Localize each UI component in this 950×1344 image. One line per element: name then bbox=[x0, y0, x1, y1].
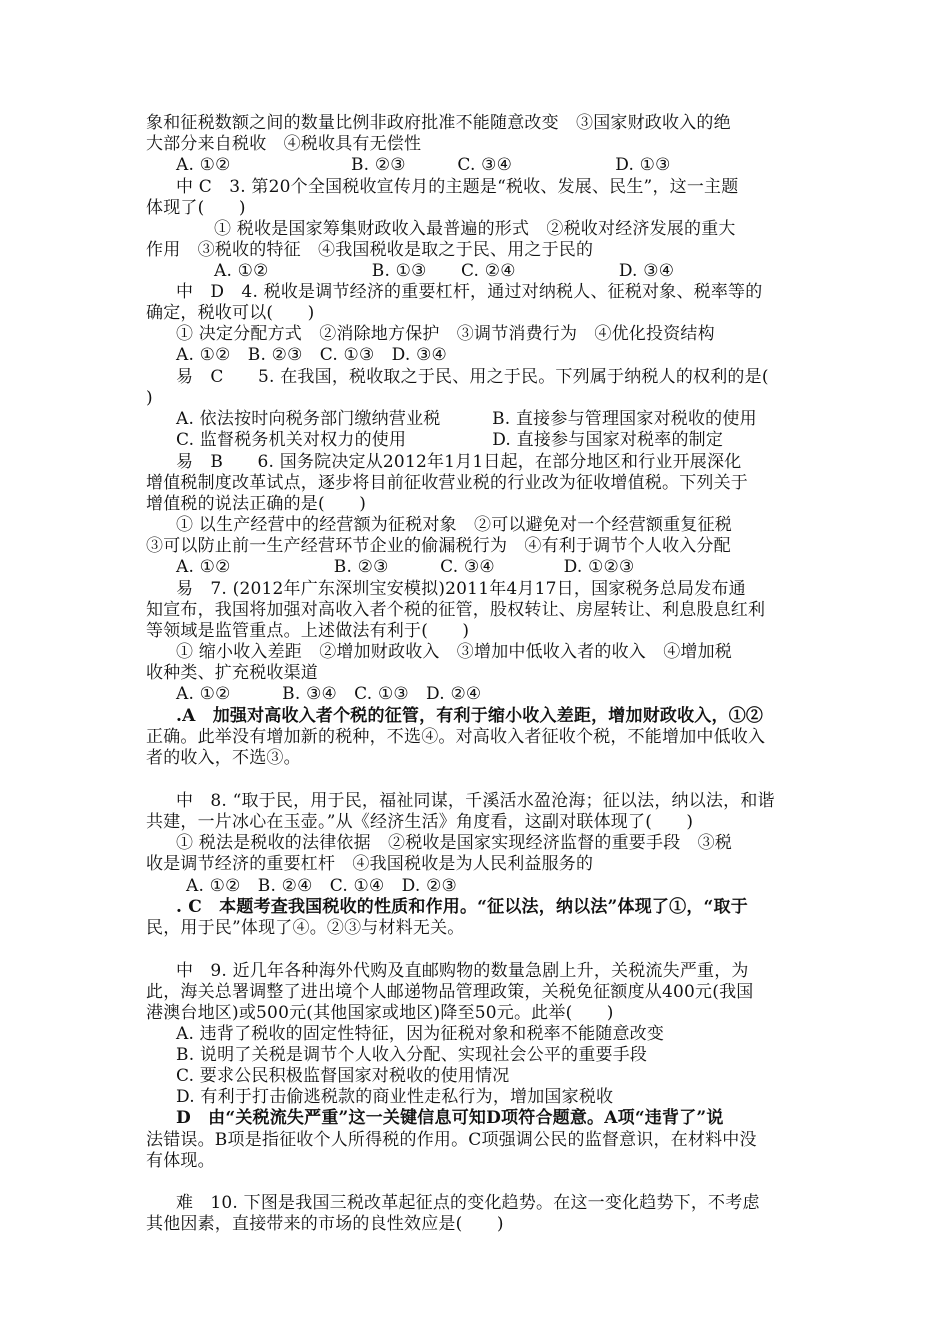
text-line: D. 有利于打击偷逃税款的商业性走私行为，增加国家税收 bbox=[176, 1087, 614, 1107]
text-line: . C 本题考查我国税收的性质和作用。“征以法，纳以法”体现了①，“取于 bbox=[176, 897, 748, 917]
text-line: 收是调节经济的重要杠杆 ④我国税收是为人民利益服务的 bbox=[146, 854, 594, 874]
text-line: 民，用于民”体现了④。②③与材料无关。 bbox=[146, 918, 465, 938]
text-line: 易 B 6. 国务院决定从2012年1月1日起，在部分地区和行业开展深化 bbox=[176, 452, 742, 472]
text-line: 共建，一片冰心在玉壶。”从《经济生活》角度看，这副对联体现了( ) bbox=[146, 812, 694, 832]
text-line: 体现了( ) bbox=[146, 198, 246, 218]
text-line: 大部分来自税收 ④税收具有无偿性 bbox=[146, 134, 422, 154]
text-line: A. ①② B. ②③ C. ①③ D. ③④ bbox=[176, 345, 447, 365]
text-line: ① 决定分配方式 ②消除地方保护 ③调节消费行为 ④优化投资结构 bbox=[176, 324, 715, 344]
text-line: ) bbox=[146, 388, 153, 408]
text-line: ① 税法是税收的法律依据 ②税收是国家实现经济监督的重要手段 ③税 bbox=[176, 833, 733, 853]
text-line: 中 8. “取于民，用于民，福祉同谋，千溪活水盈沧海；征以法，纳以法，和谐 bbox=[176, 791, 775, 811]
text-line: B. 说明了关税是调节个人收入分配、实现社会公平的重要手段 bbox=[176, 1045, 648, 1065]
text-line: A. 依法按时向税务部门缴纳营业税 B. 直接参与管理国家对税收的使用 bbox=[176, 409, 757, 429]
text-line: 增值税制度改革试点，逐步将目前征收营业税的行业改为征收增值税。下列关于 bbox=[146, 473, 748, 493]
text-line: ③可以防止前一生产经营环节企业的偷漏税行为 ④有利于调节个人收入分配 bbox=[146, 536, 731, 556]
text-line: 中 C 3. 第20个全国税收宣传月的主题是“税收、发展、民生”，这一主题 bbox=[176, 177, 739, 197]
text-line: 知宣布，我国将加强对高收入者个税的征管，股权转让、房屋转让、利息股息红利 bbox=[146, 600, 766, 620]
text-line: C. 监督税务机关对权力的使用 D. 直接参与国家对税率的制定 bbox=[176, 430, 724, 450]
text-line: C. 要求公民积极监督国家对税收的使用情况 bbox=[176, 1066, 510, 1086]
text-line: ① 税收是国家筹集财政收入最普遍的形式 ②税收对经济发展的重大 bbox=[214, 219, 736, 239]
text-line: 确定，税收可以( ) bbox=[146, 303, 315, 323]
text-line: 此，海关总署调整了进出境个人邮递物品管理政策，关税免征额度从400元(我国 bbox=[146, 982, 754, 1002]
text-line: 象和征税数额之间的数量比例非政府批准不能随意改变 ③国家财政收入的绝 bbox=[146, 113, 731, 133]
text-line: 等领域是监管重点。上述做法有利于( ) bbox=[146, 621, 470, 641]
text-line: 收种类、扩充税收渠道 bbox=[146, 663, 318, 683]
text-line: ① 以生产经营中的经营额为征税对象 ②可以避免对一个经营额重复征税 bbox=[176, 515, 733, 535]
text-line: 增值税的说法正确的是( ) bbox=[146, 494, 367, 514]
text-line: 难 10. 下图是我国三税改革起征点的变化趋势。在这一变化趋势下，不考虑 bbox=[176, 1193, 760, 1213]
text-line: .A 加强对高收入者个税的征管，有利于缩小收入差距，增加财政收入，①② bbox=[176, 706, 764, 726]
text-line: D 由“关税流失严重”这一关键信息可知D项符合题意。A项“违背了”说 bbox=[176, 1108, 724, 1128]
text-line: 者的收入，不选③。 bbox=[146, 748, 301, 768]
text-line: 有体现。 bbox=[146, 1151, 215, 1171]
text-line: 易 7. (2012年广东深圳宝安模拟)2011年4月17日，国家税务总局发布通 bbox=[176, 579, 746, 599]
text-line: 中 D 4. 税收是调节经济的重要杠杆，通过对纳税人、征税对象、税率等的 bbox=[176, 282, 763, 302]
text-line: A. ①② B. ②④ C. ①④ D. ②③ bbox=[186, 876, 457, 896]
text-line: A. ①② B. ②③ C. ③④ D. ①③ bbox=[176, 155, 671, 175]
text-line: 作用 ③税收的特征 ④我国税收是取之于民、用之于民的 bbox=[146, 240, 594, 260]
text-line: 中 9. 近几年各种海外代购及直邮购物的数量急剧上升，关税流失严重，为 bbox=[176, 961, 749, 981]
text-line: A. ①② B. ①③ C. ②④ D. ③④ bbox=[214, 261, 675, 281]
text-line: A. ①② B. ②③ C. ③④ D. ①②③ bbox=[176, 557, 635, 577]
text-line: A. ①② B. ③④ C. ①③ D. ②④ bbox=[176, 684, 482, 704]
text-line: 其他因素，直接带来的市场的良性效应是( ) bbox=[146, 1214, 504, 1234]
text-line: 港澳台地区)或500元(其他国家或地区)降至50元。此举( ) bbox=[146, 1003, 614, 1023]
text-line: 正确。此举没有增加新的税种，不选④。对高收入者征收个税，不能增加中低收入 bbox=[146, 727, 766, 747]
text-line: A. 违背了税收的固定性特征，因为征税对象和税率不能随意改变 bbox=[176, 1024, 665, 1044]
text-line: ① 缩小收入差距 ②增加财政收入 ③增加中低收入者的收入 ④增加税 bbox=[176, 642, 733, 662]
text-line: 法错误。B项是指征收个人所得税的作用。C项强调公民的监督意识，在材料中没 bbox=[146, 1130, 757, 1150]
text-line: 易 C 5. 在我国，税收取之于民、用之于民。下列属于纳税人的权利的是( bbox=[176, 367, 769, 387]
